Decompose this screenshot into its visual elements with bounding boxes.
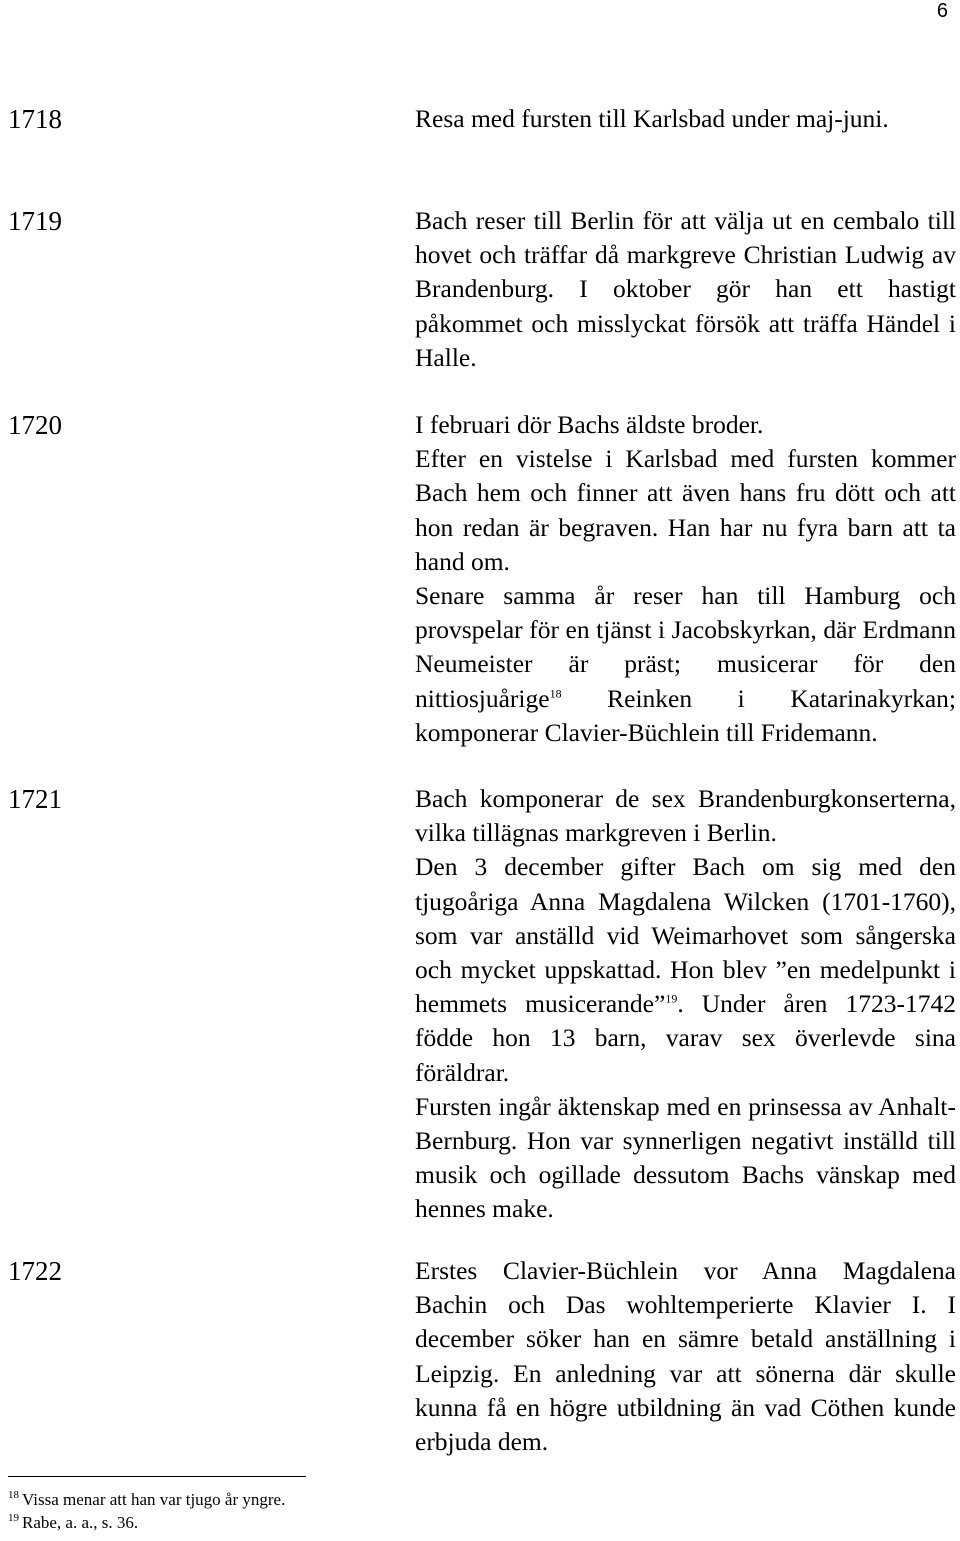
paragraph: Bach komponerar de sex Brandenburgkonserterna, vilka tillägnas markgreven i Berlin. — [415, 784, 956, 848]
footnote-19 — [8, 1512, 138, 1534]
footnote-marker: 18 — [549, 686, 562, 701]
footnote-18 — [8, 1489, 285, 1511]
footnote-separator — [8, 1476, 306, 1477]
entry-text — [415, 102, 956, 136]
entry-year: 1720 — [8, 410, 62, 440]
entry-text — [415, 782, 956, 1227]
paragraph: Fursten ingår äktenskap med en prinsessa av Anhalt-Bernburg. Hon var synnerligen negativt inställd till musik och ogillade dessutom Bachs vänskap med hennes make. — [415, 1091, 956, 1224]
paragraph: Bach reser till Berlin för att välja ut en cembalo till hovet och träffar då markgreve Christian Ludwig av Brandenburg. I oktober gör han ett hastigt påkommet och misslyckat försök att träffa Händel i Halle. — [415, 206, 956, 372]
entry-year: 1718 — [8, 104, 62, 134]
entry-year: 1719 — [8, 206, 62, 236]
paragraph-text: Senare samma år reser han till Hamburg och provspelar för en tjänst i Jacobskyrkan, där Erdmann Neumeister är präst; musicerar för den nittiosjuårige — [415, 581, 956, 713]
paragraph-text: . Under åren 1723-1742 födde hon 13 barn, varav sex överlevde sina föräldrar. — [415, 989, 956, 1087]
paragraph-text: Den 3 december gifter Bach om sig med den tjugoåriga Anna Magdalena Wilcken (1701-1760), som var anställd vid Weimarhovet som sångerska och mycket uppskattad. Hon blev ”en medelpunkt i hemmets musicerande” — [415, 852, 956, 1019]
footnote-text: Vissa menar att han var tjugo år yngre. — [22, 1490, 286, 1509]
paragraph-text: Reinken i Katarinakyrkan; komponerar Clavier-Büchlein till Fridemann. — [415, 683, 956, 747]
paragraph: I februari dör Bachs äldste broder. — [415, 410, 764, 439]
entry-text — [415, 1254, 956, 1459]
entry-year: 1722 — [8, 1256, 62, 1286]
entry-year: 1721 — [8, 784, 62, 814]
footnote-marker: 19 — [665, 991, 678, 1006]
paragraph: Resa med fursten till Karlsbad under maj-juni. — [415, 104, 889, 133]
paragraph: Erstes Clavier-Büchlein vor Anna Magdalena Bachin och Das wohltemperierte Klavier I. I december söker han en sämre betald anställning i Leipzig. En anledning var att sönerna där skulle kunna få en högre utbildning än vad Cöthen kunde erbjuda dem. — [415, 1256, 956, 1457]
footnote-number: 19 — [8, 1512, 19, 1525]
paragraph — [415, 579, 956, 750]
paragraph: Efter en vistelse i Karlsbad med fursten kommer Bach hem och finner att även hans fru dött och att hon redan är begraven. Han har nu fyra barn att ta hand om. — [415, 444, 956, 576]
entry-text — [415, 408, 956, 750]
page-number: 6 — [936, 0, 948, 22]
footnote-text: Rabe, a. a., s. 36. — [22, 1513, 139, 1532]
entry-text — [415, 204, 956, 375]
paragraph — [415, 850, 956, 1089]
footnote-number: 18 — [8, 1489, 19, 1502]
